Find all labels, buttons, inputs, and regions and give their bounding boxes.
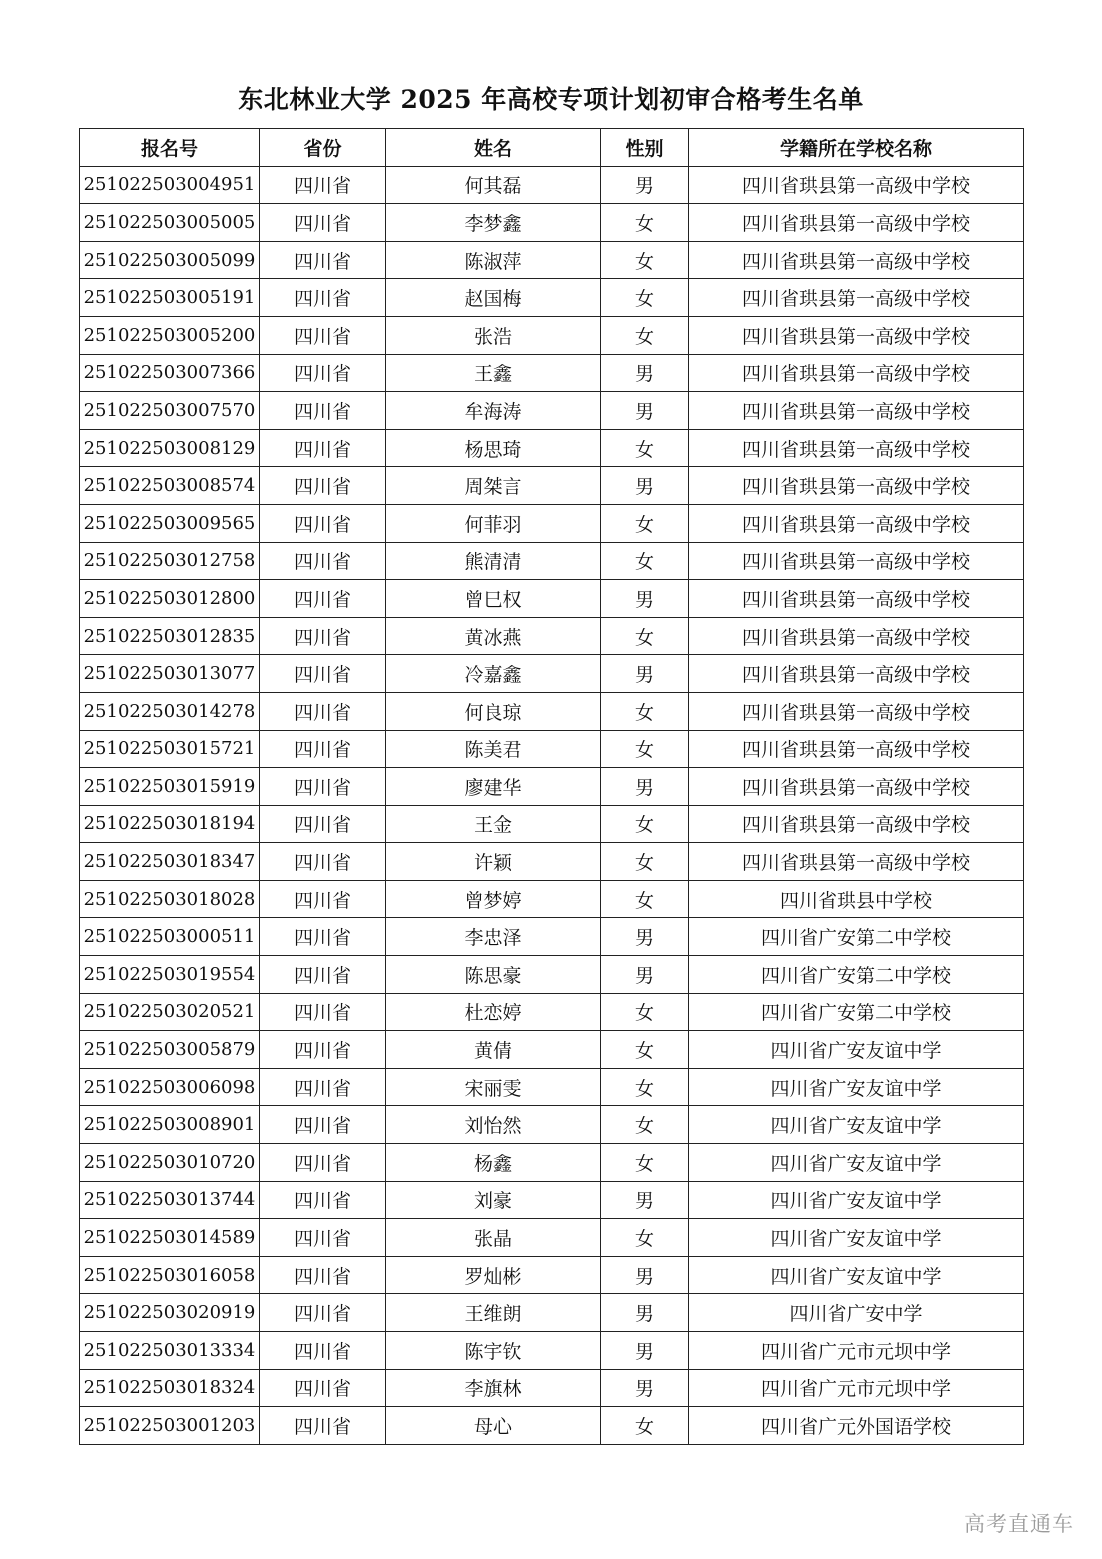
cell-registration-number: 251022503005879: [80, 1031, 260, 1069]
cell-registration-number: 251022503005005: [80, 204, 260, 242]
cell-registration-number: 251022503018347: [80, 843, 260, 881]
cell-registration-number: 251022503014278: [80, 692, 260, 730]
cell-name: 黄倩: [386, 1031, 601, 1069]
cell-gender: 女: [601, 316, 689, 354]
table-row: [80, 542, 1024, 580]
cell-name: 陈淑萍: [386, 241, 601, 279]
page-title: 东北林业大学 2025 年高校专项计划初审合格考生名单: [238, 85, 864, 114]
cell-name: 杨鑫: [386, 1144, 601, 1182]
watermark-text: 高考直通车: [964, 1512, 1074, 1536]
cell-school: 四川省珙县第一高级中学校: [689, 166, 1024, 204]
table-row: [80, 1031, 1024, 1069]
table-row: [80, 1256, 1024, 1294]
cell-province: 四川省: [260, 956, 386, 994]
cell-name: 王金: [386, 805, 601, 843]
table-row: [80, 918, 1024, 956]
header-school: 学籍所在学校名称: [689, 129, 1024, 167]
cell-gender: 女: [601, 843, 689, 881]
cell-registration-number: 251022503016058: [80, 1256, 260, 1294]
cell-school: 四川省珙县第一高级中学校: [689, 655, 1024, 693]
cell-name: 周桀言: [386, 467, 601, 505]
cell-name: 许颖: [386, 843, 601, 881]
cell-school: 四川省广安友谊中学: [689, 1144, 1024, 1182]
cell-name: 陈美君: [386, 730, 601, 768]
cell-registration-number: 251022503020919: [80, 1294, 260, 1332]
cell-school: 四川省广安友谊中学: [689, 1068, 1024, 1106]
cell-name: 牟海涛: [386, 392, 601, 430]
cell-province: 四川省: [260, 1068, 386, 1106]
cell-province: 四川省: [260, 166, 386, 204]
table-row: [80, 1144, 1024, 1182]
cell-province: 四川省: [260, 354, 386, 392]
cell-name: 李梦鑫: [386, 204, 601, 242]
cell-name: 李忠泽: [386, 918, 601, 956]
cell-province: 四川省: [260, 1369, 386, 1407]
cell-school: 四川省珙县第一高级中学校: [689, 467, 1024, 505]
table-row: [80, 467, 1024, 505]
cell-gender: 男: [601, 166, 689, 204]
cell-name: 李旗林: [386, 1369, 601, 1407]
cell-gender: 女: [601, 1407, 689, 1445]
cell-name: 何良琼: [386, 692, 601, 730]
cell-name: 何菲羽: [386, 504, 601, 542]
cell-registration-number: 251022503010720: [80, 1144, 260, 1182]
cell-school: 四川省珙县第一高级中学校: [689, 580, 1024, 618]
table-row: [80, 279, 1024, 317]
cell-gender: 男: [601, 768, 689, 806]
cell-gender: 女: [601, 617, 689, 655]
cell-name: 曾巳权: [386, 580, 601, 618]
cell-gender: 女: [601, 542, 689, 580]
table-row: [80, 354, 1024, 392]
cell-name: 陈思豪: [386, 956, 601, 994]
cell-school: 四川省珙县中学校: [689, 880, 1024, 918]
cell-registration-number: 251022503005191: [80, 279, 260, 317]
cell-registration-number: 251022503015919: [80, 768, 260, 806]
cell-school: 四川省广安友谊中学: [689, 1031, 1024, 1069]
cell-name: 张晶: [386, 1219, 601, 1257]
cell-registration-number: 251022503019554: [80, 956, 260, 994]
table-row: [80, 1369, 1024, 1407]
table-row: [80, 805, 1024, 843]
cell-province: 四川省: [260, 504, 386, 542]
cell-school: 四川省珙县第一高级中学校: [689, 730, 1024, 768]
cell-registration-number: 251022503006098: [80, 1068, 260, 1106]
cell-school: 四川省珙县第一高级中学校: [689, 279, 1024, 317]
cell-registration-number: 251022503000511: [80, 918, 260, 956]
table-body: [80, 166, 1024, 1444]
cell-gender: 女: [601, 692, 689, 730]
cell-gender: 男: [601, 467, 689, 505]
table-row: [80, 1106, 1024, 1144]
table-row: [80, 617, 1024, 655]
table-row: [80, 1181, 1024, 1219]
cell-school: 四川省珙县第一高级中学校: [689, 241, 1024, 279]
cell-name: 罗灿彬: [386, 1256, 601, 1294]
table-row: [80, 429, 1024, 467]
table-row: [80, 580, 1024, 618]
table-row: [80, 1407, 1024, 1445]
cell-registration-number: 251022503014589: [80, 1219, 260, 1257]
cell-gender: 男: [601, 956, 689, 994]
table-row: [80, 241, 1024, 279]
cell-registration-number: 251022503012800: [80, 580, 260, 618]
cell-school: 四川省广安友谊中学: [689, 1256, 1024, 1294]
cell-school: 四川省广元外国语学校: [689, 1407, 1024, 1445]
cell-school: 四川省珙县第一高级中学校: [689, 392, 1024, 430]
cell-gender: 女: [601, 1068, 689, 1106]
cell-name: 杜恋婷: [386, 993, 601, 1031]
cell-school: 四川省珙县第一高级中学校: [689, 768, 1024, 806]
cell-registration-number: 251022503015721: [80, 730, 260, 768]
cell-school: 四川省广安中学: [689, 1294, 1024, 1332]
cell-registration-number: 251022503008129: [80, 429, 260, 467]
table-row: [80, 655, 1024, 693]
cell-province: 四川省: [260, 429, 386, 467]
cell-school: 四川省珙县第一高级中学校: [689, 542, 1024, 580]
cell-province: 四川省: [260, 1332, 386, 1370]
cell-province: 四川省: [260, 1256, 386, 1294]
cell-gender: 男: [601, 580, 689, 618]
table-row: [80, 1294, 1024, 1332]
cell-province: 四川省: [260, 542, 386, 580]
cell-school: 四川省广安第二中学校: [689, 918, 1024, 956]
cell-gender: 男: [601, 1294, 689, 1332]
cell-gender: 男: [601, 354, 689, 392]
cell-gender: 女: [601, 993, 689, 1031]
table-row: [80, 1332, 1024, 1370]
cell-school: 四川省珙县第一高级中学校: [689, 805, 1024, 843]
cell-registration-number: 251022503018324: [80, 1369, 260, 1407]
cell-gender: 女: [601, 880, 689, 918]
table-row: [80, 843, 1024, 881]
cell-province: 四川省: [260, 1181, 386, 1219]
cell-province: 四川省: [260, 880, 386, 918]
cell-province: 四川省: [260, 692, 386, 730]
header-gender: 性别: [601, 129, 689, 167]
cell-name: 王维朗: [386, 1294, 601, 1332]
cell-province: 四川省: [260, 1106, 386, 1144]
cell-school: 四川省珙县第一高级中学校: [689, 316, 1024, 354]
cell-school: 四川省广安友谊中学: [689, 1181, 1024, 1219]
cell-province: 四川省: [260, 1031, 386, 1069]
cell-gender: 女: [601, 1031, 689, 1069]
cell-registration-number: 251022503013077: [80, 655, 260, 693]
cell-province: 四川省: [260, 617, 386, 655]
cell-registration-number: 251022503018194: [80, 805, 260, 843]
cell-school: 四川省珙县第一高级中学校: [689, 204, 1024, 242]
cell-school: 四川省广安第二中学校: [689, 993, 1024, 1031]
cell-name: 张浩: [386, 316, 601, 354]
table-row: [80, 993, 1024, 1031]
cell-gender: 女: [601, 805, 689, 843]
cell-gender: 女: [601, 1219, 689, 1257]
cell-province: 四川省: [260, 467, 386, 505]
cell-school: 四川省广安友谊中学: [689, 1106, 1024, 1144]
cell-gender: 男: [601, 1369, 689, 1407]
cell-name: 王鑫: [386, 354, 601, 392]
cell-gender: 男: [601, 1256, 689, 1294]
cell-name: 何其磊: [386, 166, 601, 204]
cell-registration-number: 251022503012835: [80, 617, 260, 655]
cell-province: 四川省: [260, 843, 386, 881]
table-row: [80, 204, 1024, 242]
cell-name: 母心: [386, 1407, 601, 1445]
cell-province: 四川省: [260, 316, 386, 354]
table-row: [80, 730, 1024, 768]
table-row: [80, 768, 1024, 806]
cell-province: 四川省: [260, 241, 386, 279]
cell-registration-number: 251022503005099: [80, 241, 260, 279]
cell-gender: 男: [601, 918, 689, 956]
cell-name: 熊清清: [386, 542, 601, 580]
table-row: [80, 692, 1024, 730]
cell-gender: 女: [601, 1106, 689, 1144]
cell-registration-number: 251022503008901: [80, 1106, 260, 1144]
table-row: [80, 316, 1024, 354]
cell-school: 四川省珙县第一高级中学校: [689, 429, 1024, 467]
cell-school: 四川省广元市元坝中学: [689, 1369, 1024, 1407]
cell-registration-number: 251022503018028: [80, 880, 260, 918]
cell-registration-number: 251022503013334: [80, 1332, 260, 1370]
table-header-row: [80, 129, 1024, 167]
cell-name: 廖建华: [386, 768, 601, 806]
table-row: [80, 956, 1024, 994]
cell-school: 四川省珙县第一高级中学校: [689, 843, 1024, 881]
cell-gender: 男: [601, 392, 689, 430]
cell-gender: 女: [601, 730, 689, 768]
cell-registration-number: 251022503007366: [80, 354, 260, 392]
cell-province: 四川省: [260, 580, 386, 618]
table-row: [80, 1219, 1024, 1257]
header-province: 省份: [260, 129, 386, 167]
table-row: [80, 1068, 1024, 1106]
cell-name: 赵国梅: [386, 279, 601, 317]
cell-province: 四川省: [260, 392, 386, 430]
cell-gender: 女: [601, 504, 689, 542]
cell-school: 四川省珙县第一高级中学校: [689, 692, 1024, 730]
cell-province: 四川省: [260, 204, 386, 242]
header-name: 姓名: [386, 129, 601, 167]
cell-gender: 男: [601, 1181, 689, 1219]
header-registration-number: 报名号: [80, 129, 260, 167]
cell-school: 四川省广安第二中学校: [689, 956, 1024, 994]
table-row: [80, 880, 1024, 918]
cell-registration-number: 251022503004951: [80, 166, 260, 204]
cell-province: 四川省: [260, 1407, 386, 1445]
cell-name: 刘怡然: [386, 1106, 601, 1144]
cell-gender: 女: [601, 1144, 689, 1182]
cell-school: 四川省珙县第一高级中学校: [689, 354, 1024, 392]
cell-province: 四川省: [260, 918, 386, 956]
cell-gender: 女: [601, 429, 689, 467]
cell-province: 四川省: [260, 279, 386, 317]
cell-province: 四川省: [260, 1144, 386, 1182]
cell-school: 四川省广元市元坝中学: [689, 1332, 1024, 1370]
table-row: [80, 504, 1024, 542]
cell-province: 四川省: [260, 655, 386, 693]
cell-registration-number: 251022503005200: [80, 316, 260, 354]
candidate-table: [79, 128, 1024, 1445]
cell-gender: 女: [601, 241, 689, 279]
cell-name: 宋丽雯: [386, 1068, 601, 1106]
cell-name: 曾梦婷: [386, 880, 601, 918]
cell-school: 四川省广安友谊中学: [689, 1219, 1024, 1257]
cell-name: 陈宇钦: [386, 1332, 601, 1370]
cell-school: 四川省珙县第一高级中学校: [689, 504, 1024, 542]
cell-province: 四川省: [260, 1294, 386, 1332]
cell-registration-number: 251022503020521: [80, 993, 260, 1031]
cell-gender: 女: [601, 204, 689, 242]
cell-gender: 男: [601, 1332, 689, 1370]
cell-name: 冷嘉鑫: [386, 655, 601, 693]
table-row: [80, 166, 1024, 204]
table-row: [80, 392, 1024, 430]
cell-province: 四川省: [260, 768, 386, 806]
cell-province: 四川省: [260, 993, 386, 1031]
cell-province: 四川省: [260, 730, 386, 768]
cell-registration-number: 251022503013744: [80, 1181, 260, 1219]
cell-province: 四川省: [260, 1219, 386, 1257]
cell-registration-number: 251022503009565: [80, 504, 260, 542]
cell-name: 黄冰燕: [386, 617, 601, 655]
cell-province: 四川省: [260, 805, 386, 843]
cell-registration-number: 251022503008574: [80, 467, 260, 505]
cell-gender: 女: [601, 279, 689, 317]
cell-school: 四川省珙县第一高级中学校: [689, 617, 1024, 655]
cell-registration-number: 251022503001203: [80, 1407, 260, 1445]
cell-gender: 男: [601, 655, 689, 693]
cell-name: 刘豪: [386, 1181, 601, 1219]
cell-registration-number: 251022503012758: [80, 542, 260, 580]
cell-name: 杨思琦: [386, 429, 601, 467]
cell-registration-number: 251022503007570: [80, 392, 260, 430]
